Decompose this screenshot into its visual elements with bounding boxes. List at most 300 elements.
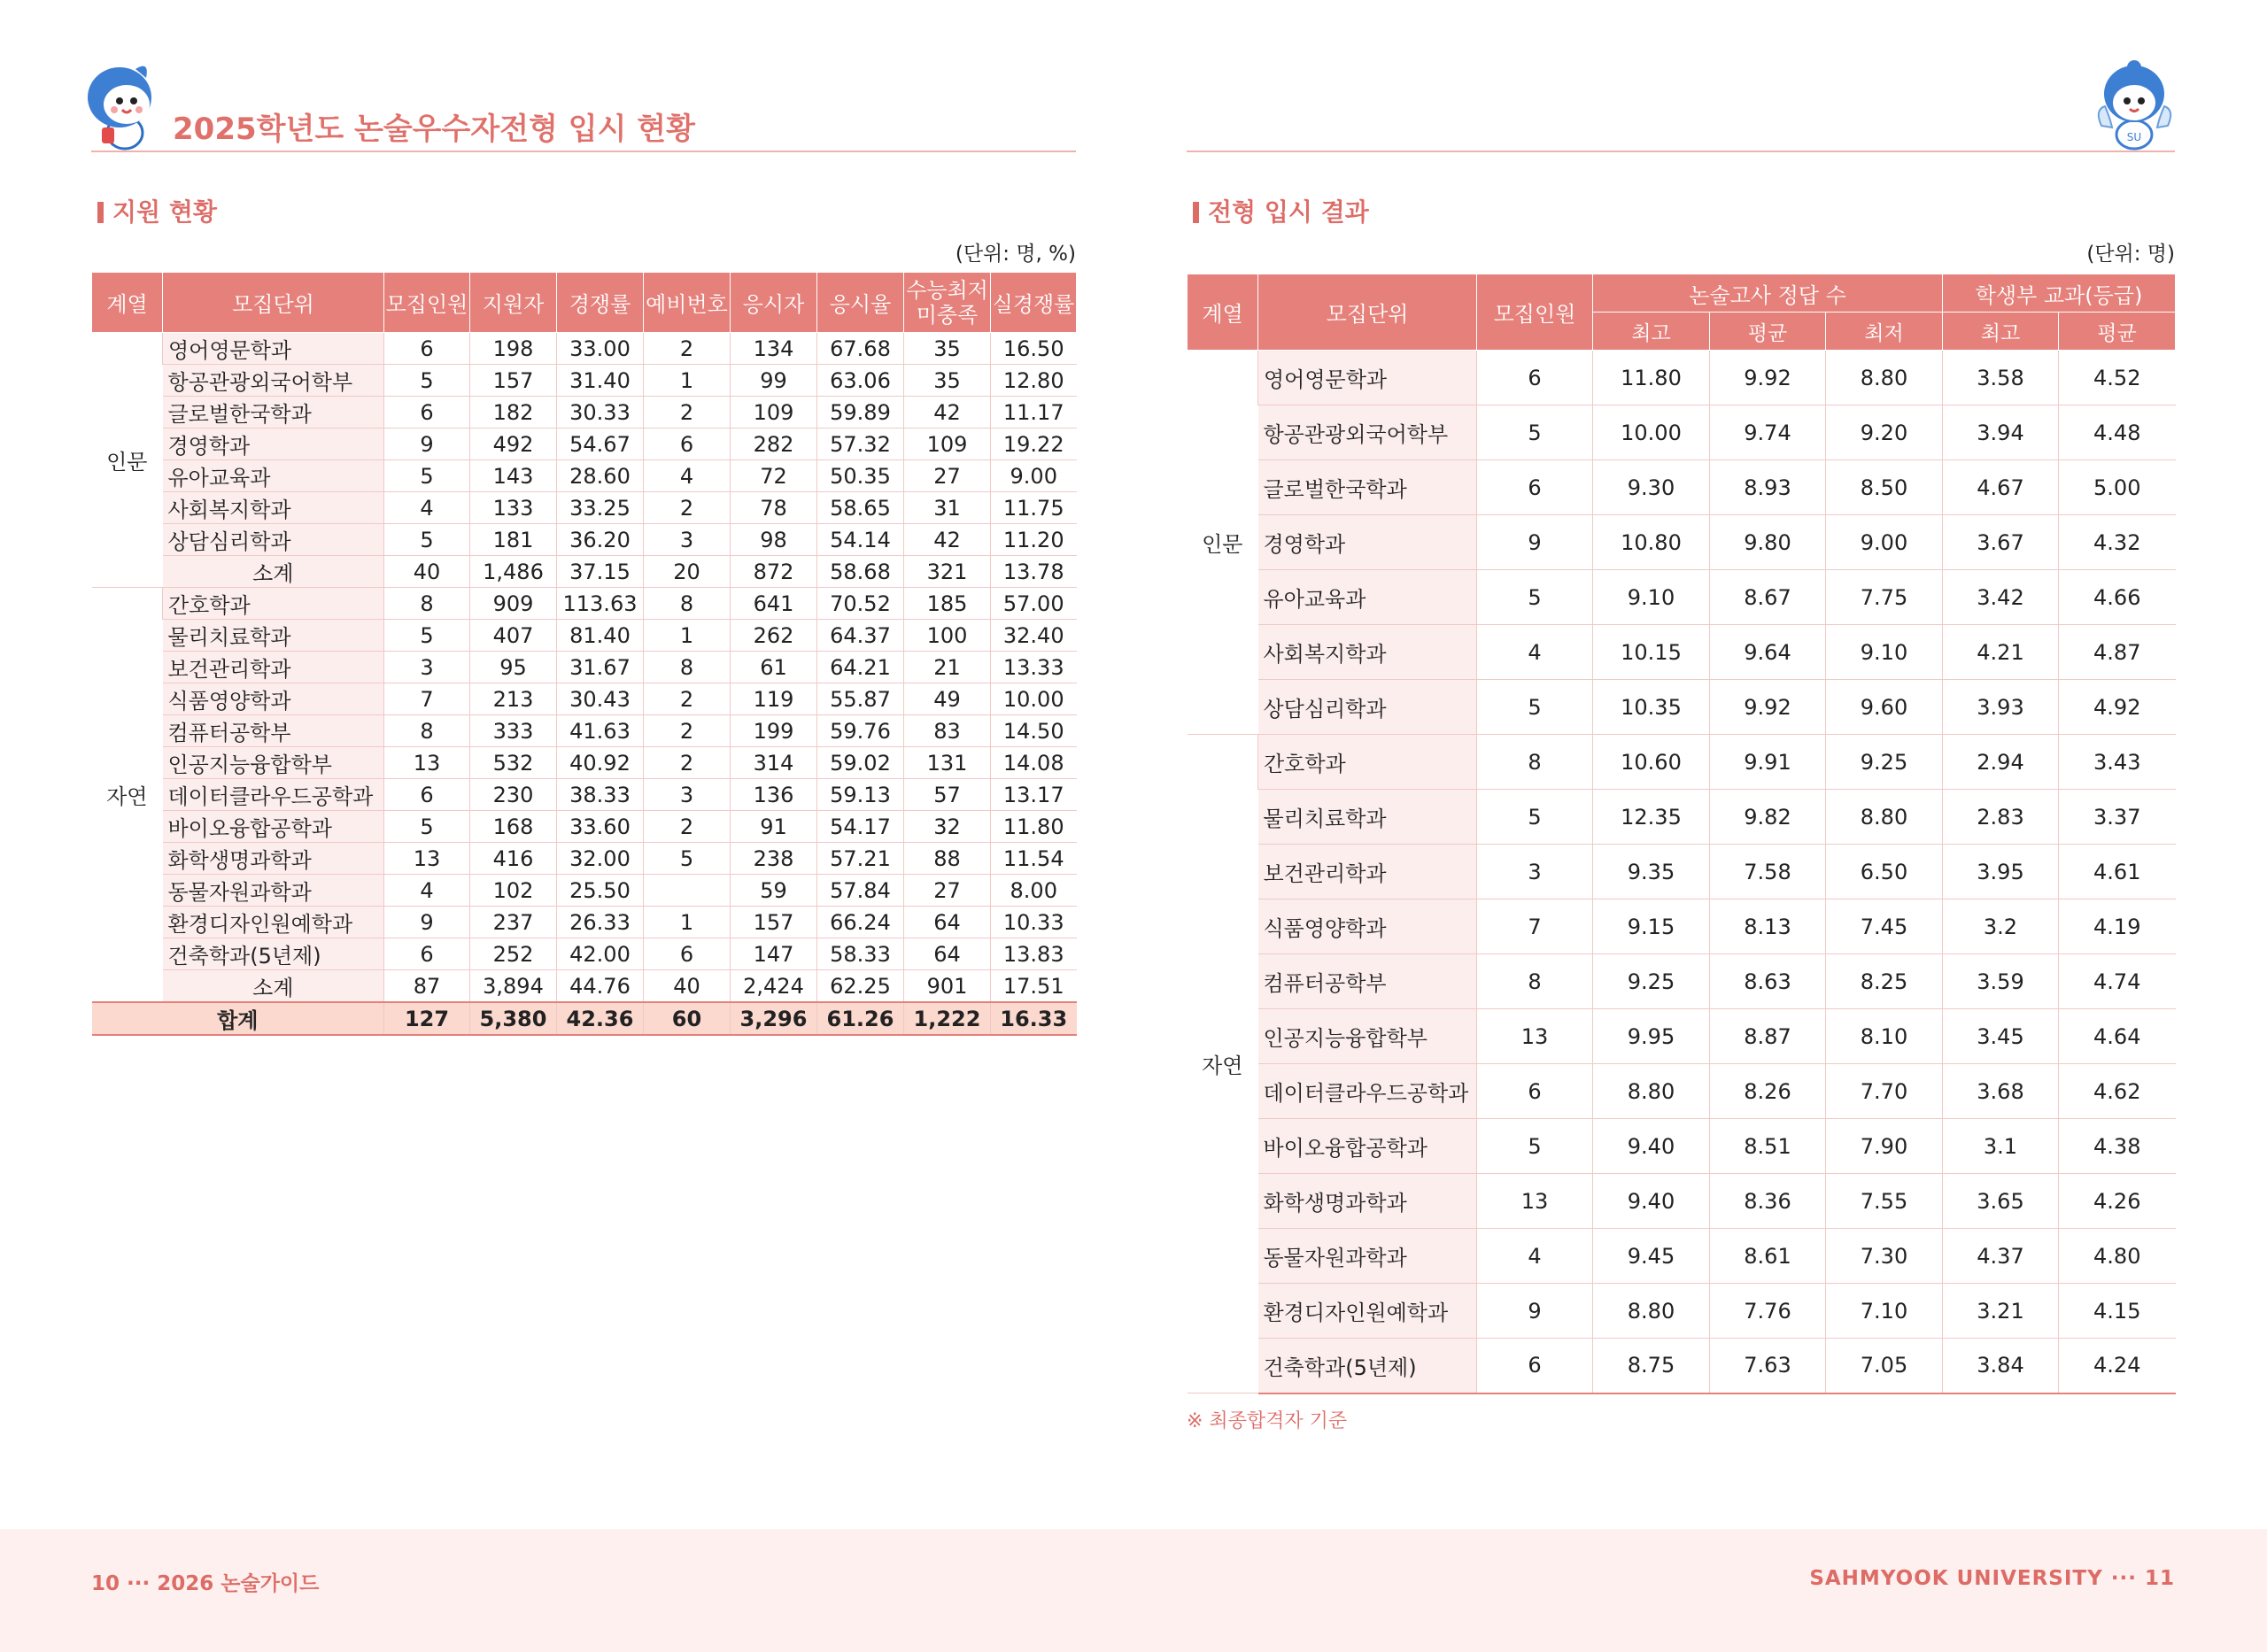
cell: 81.40 [557, 620, 644, 652]
footer-band [0, 1529, 2267, 1652]
cell: 9.91 [1710, 735, 1826, 790]
cell: 5.00 [2059, 460, 2176, 515]
cell: 30.33 [557, 397, 644, 428]
section-marker [1193, 202, 1199, 223]
cell: 33.60 [557, 811, 644, 843]
subtotal-label: 소계 [163, 970, 384, 1003]
unit-name: 물리치료학과 [1258, 790, 1477, 845]
cell: 5 [384, 811, 470, 843]
cell: 57.00 [991, 588, 1077, 620]
cell: 3.95 [1943, 845, 2059, 899]
unit-name: 식품영양학과 [163, 683, 384, 715]
cell: 102 [470, 875, 557, 907]
table-row [1188, 899, 2176, 954]
unit-name: 상담심리학과 [1258, 680, 1477, 735]
cell: 7.45 [1826, 899, 1943, 954]
table-row [1188, 460, 2176, 515]
unit-name: 데이터클라우드공학과 [1258, 1064, 1477, 1119]
cell: 8 [644, 652, 731, 683]
table-row [1188, 680, 2176, 735]
cell: 252 [470, 938, 557, 970]
table-row [92, 588, 1077, 620]
cell: 8.61 [1710, 1229, 1826, 1284]
cell: 9.95 [1593, 1009, 1710, 1064]
cell: 1,222 [904, 1002, 991, 1035]
unit-name: 경영학과 [163, 428, 384, 460]
cell: 8.13 [1710, 899, 1826, 954]
cell: 7.76 [1710, 1284, 1826, 1339]
cell: 6 [644, 428, 731, 460]
cell: 5 [384, 524, 470, 556]
cell: 64.37 [817, 620, 904, 652]
table-row [92, 683, 1077, 715]
cell: 9.25 [1593, 954, 1710, 1009]
cell: 31.67 [557, 652, 644, 683]
cell: 67.68 [817, 333, 904, 365]
applications-table [91, 272, 1077, 1036]
cell: 1 [644, 365, 731, 397]
sub-column-header: 평균 [2059, 313, 2176, 351]
cell: 62.25 [817, 970, 904, 1003]
cell: 2 [644, 811, 731, 843]
cell: 5 [1477, 1119, 1593, 1174]
cell: 3.84 [1943, 1339, 2059, 1393]
column-header: 논술고사 정답 수 [1593, 274, 1943, 313]
cell: 3.65 [1943, 1174, 2059, 1229]
cell: 9.40 [1593, 1174, 1710, 1229]
cell: 407 [470, 620, 557, 652]
cell: 59 [731, 875, 817, 907]
cell: 2.94 [1943, 735, 2059, 790]
table-row [92, 652, 1077, 683]
cell: 4.87 [2059, 625, 2176, 680]
cell: 5 [1477, 790, 1593, 845]
cell: 16.50 [991, 333, 1077, 365]
cell: 3 [1477, 845, 1593, 899]
unit-name: 건축학과(5년제) [163, 938, 384, 970]
column-header: 모집단위 [163, 273, 384, 333]
cell: 37.15 [557, 556, 644, 588]
cell: 2 [644, 683, 731, 715]
cell: 13 [1477, 1174, 1593, 1229]
unit-name: 인공지능융합학부 [1258, 1009, 1477, 1064]
cell: 3.42 [1943, 570, 2059, 625]
cell: 9 [384, 428, 470, 460]
table-row [1188, 790, 2176, 845]
cell: 4.48 [2059, 405, 2176, 460]
cell: 11.80 [991, 811, 1077, 843]
cell: 9.35 [1593, 845, 1710, 899]
cell: 5 [1477, 680, 1593, 735]
cell: 7.63 [1710, 1339, 1826, 1393]
column-header: 계열 [92, 273, 163, 333]
cell: 32 [904, 811, 991, 843]
cell: 157 [731, 907, 817, 938]
cell: 282 [731, 428, 817, 460]
table-row [92, 907, 1077, 938]
cell: 641 [731, 588, 817, 620]
unit-name: 인공지능융합학부 [163, 747, 384, 779]
cell: 9.15 [1593, 899, 1710, 954]
cell: 4.32 [2059, 515, 2176, 570]
cell: 44.76 [557, 970, 644, 1003]
unit-name: 항공관광외국어학부 [163, 365, 384, 397]
column-header: 모집단위 [1258, 274, 1477, 351]
header-rule-right [1187, 151, 2175, 152]
cell: 14.08 [991, 747, 1077, 779]
cell: 143 [470, 460, 557, 492]
cell: 8.25 [1826, 954, 1943, 1009]
unit-name: 동물자원과학과 [1258, 1229, 1477, 1284]
cell: 5 [384, 460, 470, 492]
table-row [1188, 1174, 2176, 1229]
table-row [1188, 845, 2176, 899]
cell: 4.74 [2059, 954, 2176, 1009]
cell: 6 [1477, 460, 1593, 515]
cell: 3.59 [1943, 954, 2059, 1009]
cell: 33.25 [557, 492, 644, 524]
cell: 1,486 [470, 556, 557, 588]
cell: 35 [904, 365, 991, 397]
cell: 127 [384, 1002, 470, 1035]
cell: 8.80 [1826, 351, 1943, 405]
cell: 16.33 [991, 1002, 1077, 1035]
cell: 11.17 [991, 397, 1077, 428]
cell: 11.75 [991, 492, 1077, 524]
cell: 4.15 [2059, 1284, 2176, 1339]
cell: 59.13 [817, 779, 904, 811]
cell: 10.80 [1593, 515, 1710, 570]
total-row [92, 1002, 1077, 1035]
cell: 42 [904, 397, 991, 428]
unit-name: 화학생명과학과 [163, 843, 384, 875]
unit-name: 글로벌한국학과 [163, 397, 384, 428]
subtotal-label: 소계 [163, 556, 384, 588]
cell: 182 [470, 397, 557, 428]
cell: 12.35 [1593, 790, 1710, 845]
table-row [1188, 735, 2176, 790]
cell: 100 [904, 620, 991, 652]
cell: 11.54 [991, 843, 1077, 875]
unit-name: 컴퓨터공학부 [1258, 954, 1477, 1009]
cell: 4.67 [1943, 460, 2059, 515]
cell: 7.10 [1826, 1284, 1943, 1339]
results-section-title: 전형 입시 결과 [1193, 193, 1369, 228]
cell: 7 [1477, 899, 1593, 954]
cell: 64.21 [817, 652, 904, 683]
table-row [92, 715, 1077, 747]
cell: 32.00 [557, 843, 644, 875]
table-row [1188, 1229, 2176, 1284]
cell: 9.00 [1826, 515, 1943, 570]
cell: 9.92 [1710, 680, 1826, 735]
cell: 10.60 [1593, 735, 1710, 790]
cell: 8.93 [1710, 460, 1826, 515]
sub-column-header: 최고 [1943, 313, 2059, 351]
group-label: 인문 [1188, 351, 1258, 735]
cell: 8.26 [1710, 1064, 1826, 1119]
column-header: 모집인원 [384, 273, 470, 333]
cell: 26.33 [557, 907, 644, 938]
cell: 133 [470, 492, 557, 524]
cell: 8 [384, 588, 470, 620]
cell: 333 [470, 715, 557, 747]
cell: 59.02 [817, 747, 904, 779]
cell: 7.75 [1826, 570, 1943, 625]
cell: 5 [1477, 570, 1593, 625]
table-row [92, 333, 1077, 365]
cell: 6 [384, 779, 470, 811]
cell: 168 [470, 811, 557, 843]
cell: 5,380 [470, 1002, 557, 1035]
section-marker [97, 202, 104, 223]
cell: 13.33 [991, 652, 1077, 683]
unit-name: 영어영문학과 [1258, 351, 1477, 405]
cell: 54.67 [557, 428, 644, 460]
subtotal-row [92, 556, 1077, 588]
header-rule-left [91, 151, 1076, 152]
group-label: 인문 [92, 333, 163, 588]
column-header: 실경쟁률 [991, 273, 1077, 333]
cell: 4 [384, 875, 470, 907]
cell: 27 [904, 875, 991, 907]
cell: 7.90 [1826, 1119, 1943, 1174]
cell: 57.21 [817, 843, 904, 875]
unit-name: 유아교육과 [163, 460, 384, 492]
cell: 3.94 [1943, 405, 2059, 460]
cell: 9.64 [1710, 625, 1826, 680]
table-row [92, 397, 1077, 428]
cell: 66.24 [817, 907, 904, 938]
cell: 4 [644, 460, 731, 492]
unit-name: 보건관리학과 [163, 652, 384, 683]
cell: 42 [904, 524, 991, 556]
column-header: 학생부 교과(등급) [1943, 274, 2176, 313]
cell: 9.30 [1593, 460, 1710, 515]
column-header: 응시율 [817, 273, 904, 333]
cell: 262 [731, 620, 817, 652]
cell: 213 [470, 683, 557, 715]
cell: 42.00 [557, 938, 644, 970]
sub-column-header: 평균 [1710, 313, 1826, 351]
cell: 8.80 [1593, 1284, 1710, 1339]
unit-name: 컴퓨터공학부 [163, 715, 384, 747]
cell: 7.55 [1826, 1174, 1943, 1229]
cell: 9 [1477, 1284, 1593, 1339]
cell: 11.20 [991, 524, 1077, 556]
cell: 11.80 [1593, 351, 1710, 405]
cell: 31.40 [557, 365, 644, 397]
cell: 134 [731, 333, 817, 365]
group-label: 자연 [92, 588, 163, 1003]
cell: 492 [470, 428, 557, 460]
cell: 54.14 [817, 524, 904, 556]
table-row [92, 620, 1077, 652]
unit-name: 항공관광외국어학부 [1258, 405, 1477, 460]
cell: 63.06 [817, 365, 904, 397]
table-row [92, 938, 1077, 970]
subtotal-row [92, 970, 1077, 1003]
unit-name: 바이오융합공학과 [1258, 1119, 1477, 1174]
cell: 31 [904, 492, 991, 524]
cell: 13.17 [991, 779, 1077, 811]
cell: 6 [1477, 351, 1593, 405]
mascot-right-icon [2093, 57, 2177, 152]
table-row [92, 492, 1077, 524]
cell: 27 [904, 460, 991, 492]
cell: 2,424 [731, 970, 817, 1003]
cell: 8.80 [1826, 790, 1943, 845]
cell: 237 [470, 907, 557, 938]
column-header: 예비번호 [644, 273, 731, 333]
cell: 35 [904, 333, 991, 365]
cell: 147 [731, 938, 817, 970]
cell: 8.10 [1826, 1009, 1943, 1064]
cell: 6 [384, 397, 470, 428]
cell: 185 [904, 588, 991, 620]
cell [644, 875, 731, 907]
cell: 7.58 [1710, 845, 1826, 899]
cell: 40 [644, 970, 731, 1003]
unit-name: 사회복지학과 [163, 492, 384, 524]
applications-unit-note: (단위: 명, %) [955, 243, 1076, 266]
cell: 2 [644, 715, 731, 747]
cell: 8 [1477, 954, 1593, 1009]
cell: 20 [644, 556, 731, 588]
cell: 57.32 [817, 428, 904, 460]
cell: 4.64 [2059, 1009, 2176, 1064]
cell: 1 [644, 620, 731, 652]
cell: 9 [384, 907, 470, 938]
cell: 198 [470, 333, 557, 365]
cell: 33.00 [557, 333, 644, 365]
cell: 9.74 [1710, 405, 1826, 460]
cell: 4.80 [2059, 1229, 2176, 1284]
footer-page-right: SAHMYOOK UNIVERSITY ··· 11 [1809, 1567, 2175, 1590]
cell: 3.37 [2059, 790, 2176, 845]
cell: 136 [731, 779, 817, 811]
table-row [1188, 570, 2176, 625]
cell: 58.33 [817, 938, 904, 970]
cell: 5 [384, 620, 470, 652]
cell: 416 [470, 843, 557, 875]
cell: 6 [384, 333, 470, 365]
cell: 99 [731, 365, 817, 397]
cell: 3.93 [1943, 680, 2059, 735]
cell: 13 [384, 747, 470, 779]
unit-name: 식품영양학과 [1258, 899, 1477, 954]
cell: 10.35 [1593, 680, 1710, 735]
cell: 59.76 [817, 715, 904, 747]
table-row [92, 811, 1077, 843]
cell: 4.21 [1943, 625, 2059, 680]
cell: 55.87 [817, 683, 904, 715]
cell: 54.17 [817, 811, 904, 843]
table-row [92, 843, 1077, 875]
column-header: 경쟁률 [557, 273, 644, 333]
cell: 42.36 [557, 1002, 644, 1035]
cell: 32.40 [991, 620, 1077, 652]
cell: 12.80 [991, 365, 1077, 397]
cell: 6 [384, 938, 470, 970]
cell: 58.68 [817, 556, 904, 588]
table-row [92, 779, 1077, 811]
cell: 13 [1477, 1009, 1593, 1064]
column-header: 계열 [1188, 274, 1258, 351]
table-row [1188, 351, 2176, 405]
cell: 4.62 [2059, 1064, 2176, 1119]
cell: 8 [1477, 735, 1593, 790]
cell: 3.21 [1943, 1284, 2059, 1339]
cell: 61 [731, 652, 817, 683]
cell: 59.89 [817, 397, 904, 428]
cell: 6.50 [1826, 845, 1943, 899]
cell: 3.68 [1943, 1064, 2059, 1119]
unit-name: 보건관리학과 [1258, 845, 1477, 899]
cell: 28.60 [557, 460, 644, 492]
cell: 61.26 [817, 1002, 904, 1035]
unit-name: 영어영문학과 [163, 333, 384, 365]
svg-text:SU: SU [2126, 131, 2142, 143]
cell: 6 [1477, 1064, 1593, 1119]
cell: 8 [644, 588, 731, 620]
cell: 98 [731, 524, 817, 556]
cell: 9.80 [1710, 515, 1826, 570]
cell: 2 [644, 747, 731, 779]
cell: 109 [731, 397, 817, 428]
cell: 91 [731, 811, 817, 843]
cell: 9.45 [1593, 1229, 1710, 1284]
cell: 21 [904, 652, 991, 683]
cell: 157 [470, 365, 557, 397]
unit-name: 사회복지학과 [1258, 625, 1477, 680]
cell: 6 [644, 938, 731, 970]
table-row [1188, 1009, 2176, 1064]
total-label: 합계 [92, 1002, 384, 1035]
cell: 9.20 [1826, 405, 1943, 460]
cell: 3.1 [1943, 1119, 2059, 1174]
cell: 314 [731, 747, 817, 779]
cell: 131 [904, 747, 991, 779]
column-header: 모집인원 [1477, 274, 1593, 351]
cell: 40 [384, 556, 470, 588]
cell: 83 [904, 715, 991, 747]
cell: 181 [470, 524, 557, 556]
cell: 9.82 [1710, 790, 1826, 845]
cell: 3 [644, 524, 731, 556]
sub-column-header: 최고 [1593, 313, 1710, 351]
cell: 9 [1477, 515, 1593, 570]
cell: 17.51 [991, 970, 1077, 1003]
cell: 2 [644, 333, 731, 365]
cell: 1 [644, 907, 731, 938]
cell: 4.92 [2059, 680, 2176, 735]
cell: 60 [644, 1002, 731, 1035]
cell: 7 [384, 683, 470, 715]
cell: 25.50 [557, 875, 644, 907]
results-unit-note: (단위: 명) [2086, 243, 2175, 266]
table-row [92, 428, 1077, 460]
cell: 36.20 [557, 524, 644, 556]
cell: 4 [1477, 1229, 1593, 1284]
cell: 3,296 [731, 1002, 817, 1035]
cell: 7.30 [1826, 1229, 1943, 1284]
cell: 41.63 [557, 715, 644, 747]
cell: 9.60 [1826, 680, 1943, 735]
unit-name: 유아교육과 [1258, 570, 1477, 625]
table-row [1188, 1284, 2176, 1339]
cell: 2 [644, 397, 731, 428]
